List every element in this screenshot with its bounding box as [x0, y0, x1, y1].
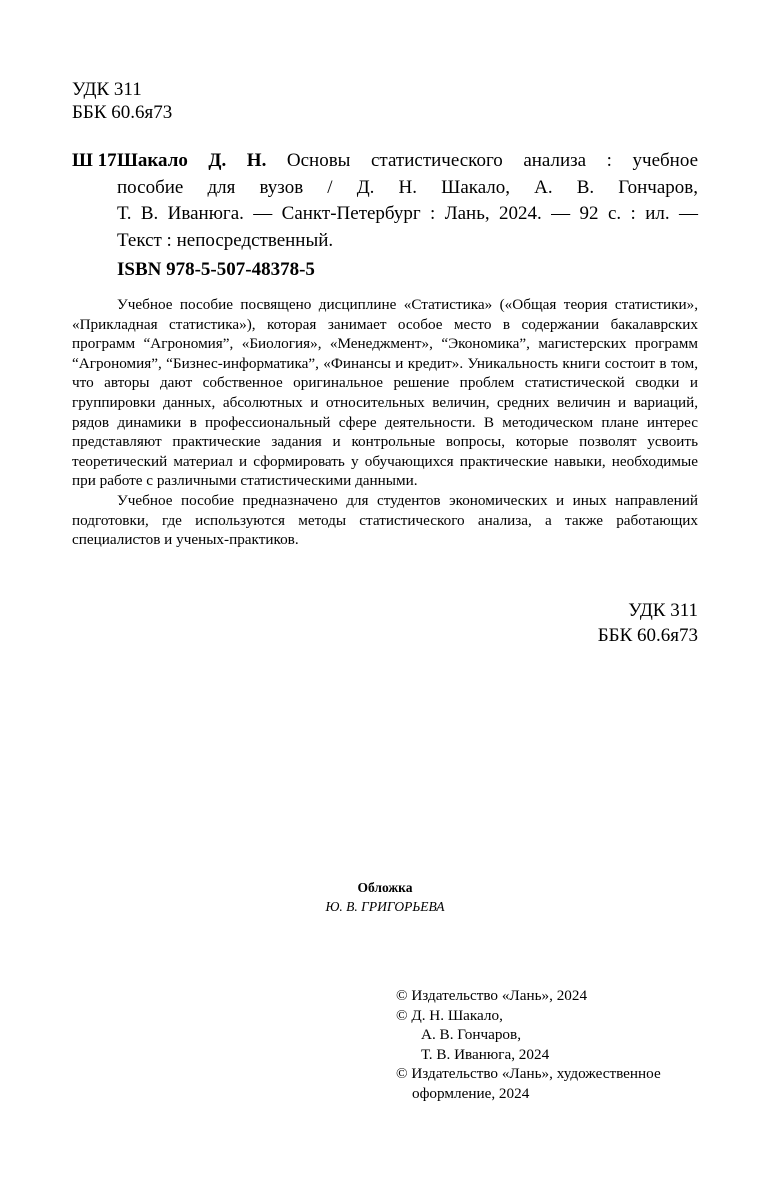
cover-label: Обложка [357, 880, 413, 895]
bbk-code-bottom: ББК 60.6я73 [597, 625, 698, 646]
udk-code: УДК 311 [72, 79, 142, 100]
classification-bottom [592, 598, 698, 648]
author-mark: Ш 17 [72, 150, 117, 171]
copyright-author-2: А. В. Гончаров, [421, 1026, 521, 1044]
copyright-block [396, 986, 696, 1104]
entry-line-1 [117, 148, 698, 175]
udk-code-bottom: УДК 311 [628, 600, 698, 621]
copyright-publisher: © Издательство «Лань», 2024 [396, 987, 588, 1004]
abstract-paragraph-2: Учебное пособие предназначено для студентов экономических и иных направлений подготовки, где используются методы статистического анализа, а также работающих специалистов и ученых-практиков. [72, 491, 698, 549]
bibliographic-description [117, 148, 698, 254]
entry-line-2: пособие для вузов / Д. Н. Шакало, А. В. Гончаров, [117, 176, 698, 198]
bbk-code: ББК 60.6я73 [72, 102, 173, 123]
copyright-author-3: Т. В. Иванюга, 2024 [421, 1045, 550, 1063]
abstract-paragraph-1: Учебное пособие посвящено дисциплине «Статистика» («Общая теория статистики», «Прикладная статистика»), которая занимает особое место в содержании бакалаврских программ “Агрономия”, «Биология», «Менеджмент», “Экономика”, магистерских программ “Агрономия”, “Бизнес-информатика”, «Финансы и кредит». Уникальность книги состоит в том, что авторы дают собственное оригинальное решение проблем статистической сводки и группировки данных, абсолютных и относительных величин, средних величин и вариаций, рядов динамики в профессиональный сфере деятельности. В методическом плане интерес представляют практические задания и контрольные вопросы, которые позволят усвоить теоретический материал и сформировать у обучающихся практические навыки, необходимые при работе с различными статистическими данными. [72, 296, 698, 490]
copyright-design-year: оформление, 2024 [412, 1084, 530, 1102]
bibliographic-entry [72, 148, 698, 254]
copyright-author-1: © Д. Н. Шакало, [396, 1006, 503, 1024]
entry-line-4: Текст : непосредственный. [117, 229, 334, 251]
copyright-design: © Издательство «Лань», художественное [396, 1065, 661, 1083]
classification-top [72, 78, 172, 124]
isbn: ISBN 978-5-507-48378-5 [117, 259, 315, 280]
author-name: Шакало Д. Н. [117, 150, 267, 171]
cover-designer: Ю. В. ГРИГОРЬЕВА [325, 899, 445, 914]
abstract [72, 295, 698, 550]
entry-line-3: Т. В. Иванюга. — Санкт-Петербург : Лань, 2024. — 92 с. : ил. — [117, 203, 698, 224]
title-start: Основы статистического анализа : учебное [266, 150, 699, 171]
